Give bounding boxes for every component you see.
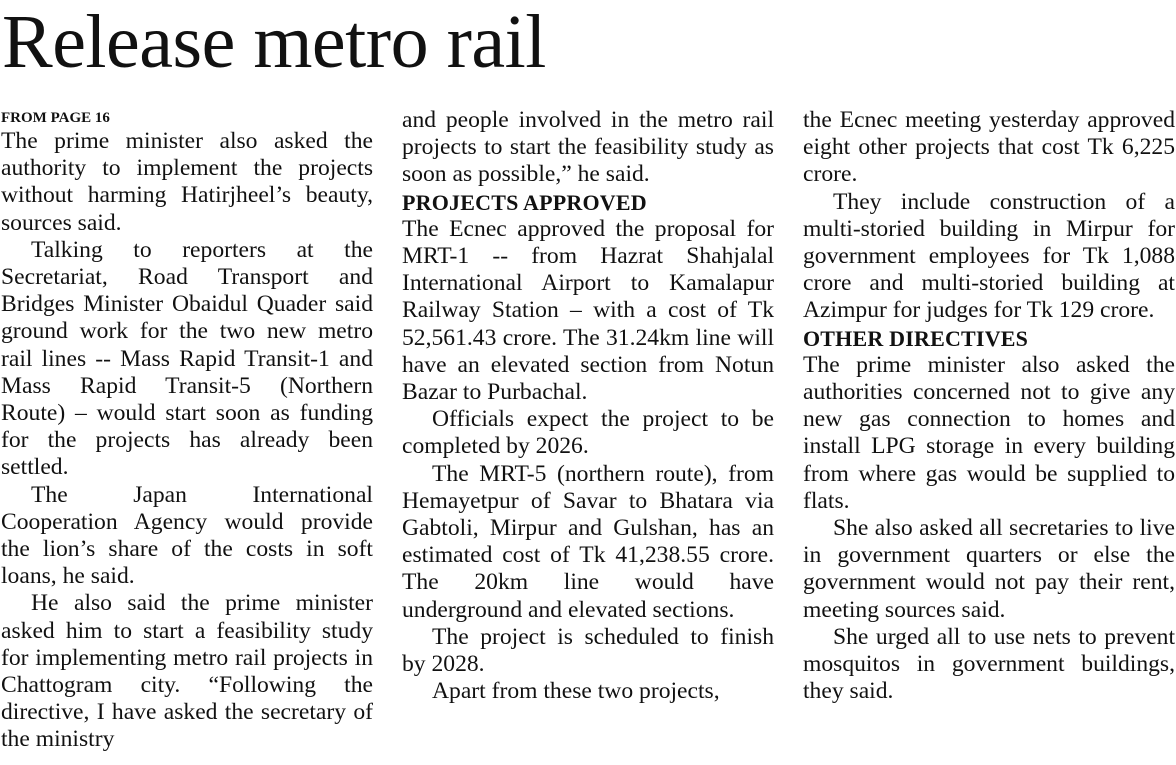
column-2 (402, 107, 774, 705)
continued-paragraph: the Ecnec meeting yesterday approved eight other projects that cost Tk 6,225 crore. (803, 107, 1175, 188)
paragraph: The prime minister also asked the authorities concerned not to give any new gas connection to homes and install LPG storage in every building from where gas would be supplied to flats. (803, 351, 1175, 514)
subhead-projects-approved: PROJECTS APPROVED (402, 189, 647, 215)
column-1 (1, 108, 373, 754)
paragraph: Apart from these two projects, (432, 678, 720, 705)
paragraph: The Japan International Cooperation Agency would provide the lion’s share of the costs in soft loans, he said. (1, 481, 373, 590)
paragraph: The MRT-5 (northern route), from Hemayetpur of Savar to Bhatara via Gabtoli, Mirpur and Gulshan, has an estimated cost of Tk 41,238.55 crore. The 20km line would have underground and elevated sections. (402, 460, 774, 623)
paragraph: She urged all to use nets to prevent mosquitos in government buildings, they said. (803, 623, 1175, 705)
paragraph: The project is scheduled to finish by 2028. (402, 623, 774, 678)
continued-paragraph: and people involved in the metro rail projects to start the feasibility study as soon as possible,” he said. (402, 107, 774, 188)
paragraph: She also asked all secretaries to live in government quarters or else the government would not pay their rent, meeting sources said. (803, 515, 1175, 623)
paragraph: Officials expect the project to be completed by 2026. (402, 406, 774, 460)
dateline: FROM PAGE 16 (1, 110, 110, 126)
paragraph: The Ecnec approved the proposal for MRT-1 -- from Hazrat Shahjalal International Airport to Kamalapur Railway Station – with a cost of Tk 52,561.43 crore. The 31.24km line will have an elevated section from Notun Bazar to Purbachal. (402, 215, 774, 406)
paragraph: They include construction of a multi-storied building in Mirpur for government employees for Tk 1,088 crore and multi-storied building at Azimpur for judges for Tk 129 crore. (803, 188, 1175, 324)
subhead-other-directives: OTHER DIRECTIVES (803, 325, 1029, 351)
headline: Release metro rail (2, 0, 546, 84)
paragraph: Talking to reporters at the Secretariat, Road Transport and Bridges Minister Obaidul Quader said ground work for the two new metro rail lines -- Mass Rapid Transit-1 and Mass Rapid Transit-5 (Northern Route) – would start soon as funding for the projects has already been settled. (1, 236, 373, 481)
column-3 (803, 107, 1175, 705)
paragraph: The prime minister also asked the authority to implement the projects without harming Hatirjheel’s beauty, sources said. (1, 128, 373, 236)
paragraph: He also said the prime minister asked him to start a feasibility study for implementing metro rail projects in Chattogram city. “Following the directive, I have asked the secretary of the ministry (1, 590, 373, 753)
